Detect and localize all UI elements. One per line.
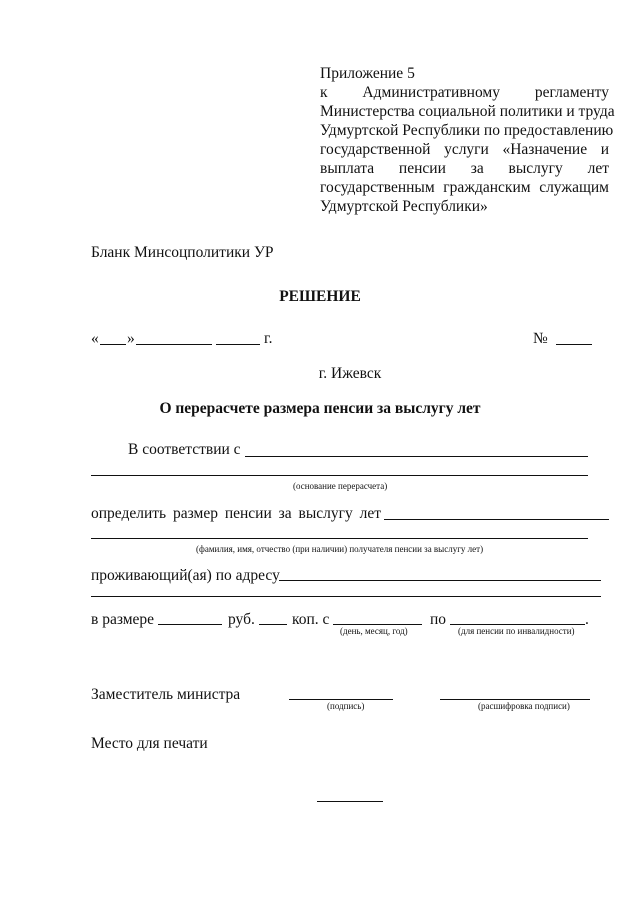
bottom-divider	[317, 801, 383, 802]
basis-field-line2[interactable]	[91, 475, 588, 476]
address-label: проживающий(ая) по адресу	[91, 567, 280, 584]
basis-field-line1[interactable]	[245, 456, 588, 457]
appendix-line: Приложение 5	[320, 65, 415, 82]
appendix-line: Министерства социальной политики и труда	[320, 103, 615, 120]
stamp-label: Место для печати	[91, 735, 208, 752]
start-date-field[interactable]	[333, 624, 422, 625]
disability-hint: (для пенсии по инвалидности)	[458, 626, 575, 636]
deputy-label: Заместитель министра	[91, 686, 241, 703]
date-open-quote: «	[91, 330, 99, 347]
appendix-line: государственной услуги «Назначение и	[320, 141, 609, 158]
year-suffix: г.	[264, 330, 273, 347]
kop-label: коп. с	[292, 611, 330, 628]
blank-label: Бланк Минсоцполитики УР	[91, 244, 274, 261]
amount-kop-field[interactable]	[259, 624, 287, 625]
appendix-line: к Административному регламенту	[320, 84, 609, 101]
signature-hint: (подпись)	[327, 701, 365, 711]
number-field[interactable]	[556, 344, 592, 345]
rub-label: руб.	[228, 611, 255, 628]
signature-field[interactable]	[289, 699, 393, 700]
end-date-field[interactable]	[450, 624, 585, 625]
basis-hint: (основание перерасчета)	[293, 481, 388, 491]
according-label: В соответствии с	[128, 441, 241, 458]
number-label: №	[533, 330, 548, 347]
to-label: по	[430, 611, 447, 628]
document-subject: О перерасчете размера пенсии за выслугу лет	[159, 400, 481, 417]
address-field-line1[interactable]	[279, 580, 601, 581]
period-end: .	[585, 611, 589, 628]
city-label: г. Ижевск	[318, 365, 382, 382]
amount-rub-field[interactable]	[158, 624, 222, 625]
address-field-line2[interactable]	[91, 596, 601, 597]
signature-decode-field[interactable]	[440, 699, 590, 700]
amount-label: в размере	[91, 611, 155, 628]
date-day-field[interactable]	[100, 344, 126, 345]
recipient-field-line2[interactable]	[91, 538, 588, 539]
date-year-field[interactable]	[216, 344, 260, 345]
date-close-quote: »	[127, 330, 135, 347]
document-title: РЕШЕНИЕ	[279, 288, 361, 305]
recipient-hint: (фамилия, имя, отчество (при наличии) получателя пенсии за выслугу лет)	[196, 544, 484, 554]
appendix-line: государственным гражданским служащим	[320, 179, 609, 196]
date-hint: (день, месяц, год)	[340, 626, 408, 636]
appendix-line: Удмуртской Республики»	[320, 198, 488, 215]
appendix-line: выплата пенсии за выслугу лет	[320, 160, 609, 177]
determine-label: определить размер пенсии за выслугу лет	[91, 505, 381, 522]
signature-decode-hint: (расшифровка подписи)	[478, 701, 570, 711]
appendix-block	[320, 64, 615, 216]
recipient-field-line1[interactable]	[384, 519, 609, 520]
date-month-field[interactable]	[136, 344, 212, 345]
appendix-line: Удмуртской Республики по предоставлению	[320, 122, 614, 139]
